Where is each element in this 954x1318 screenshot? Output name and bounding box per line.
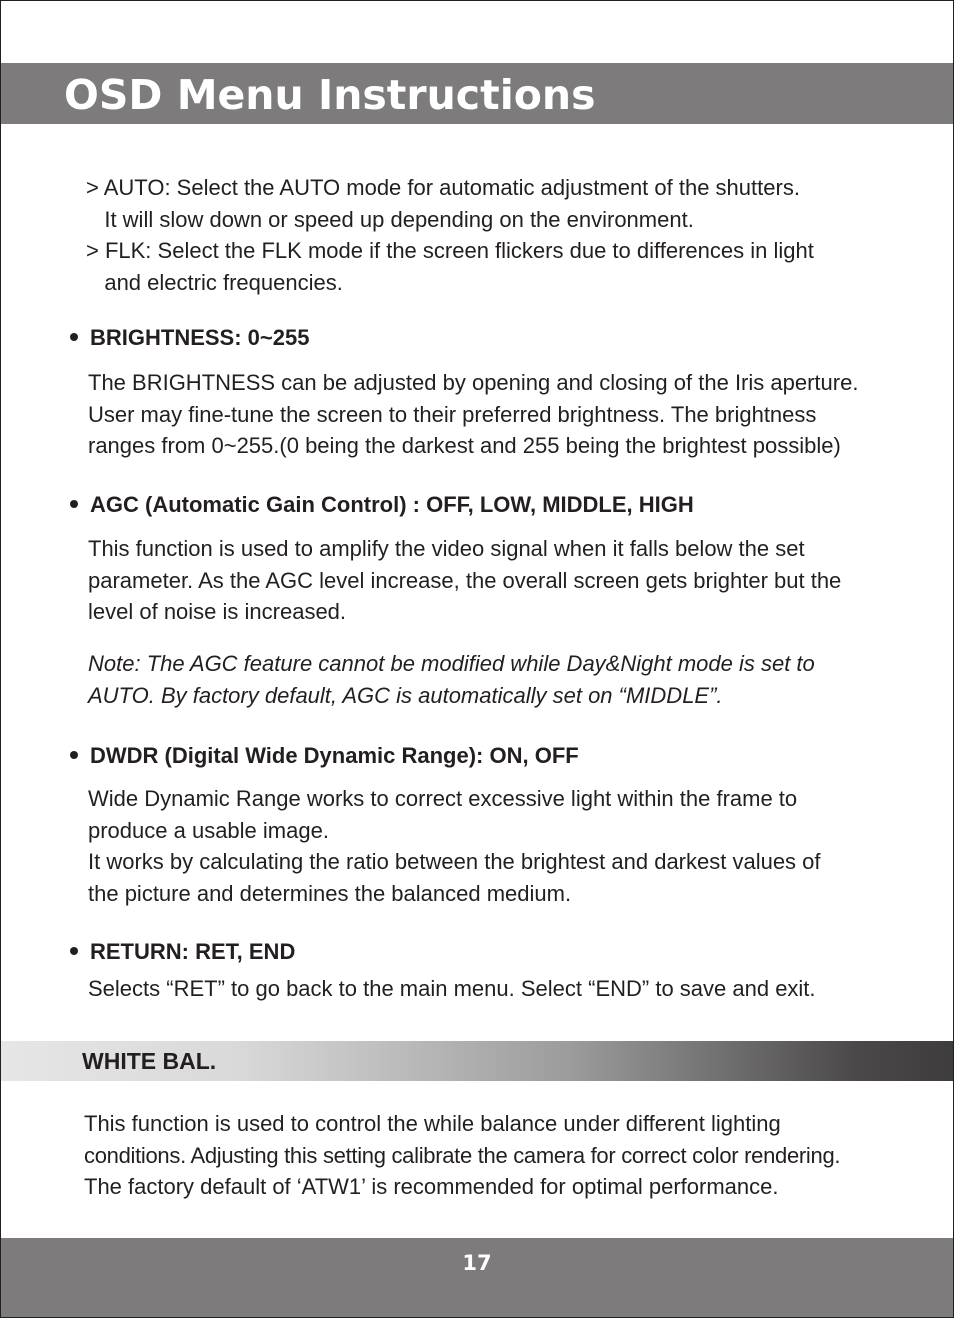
white-balance-description — [84, 1108, 840, 1203]
agc-note-line: Note: The AGC feature cannot be modified while Day&Night mode is set to — [88, 651, 815, 676]
dwdr-description — [88, 783, 821, 909]
brightness-heading-label: BRIGHTNESS: 0~255 — [90, 325, 310, 350]
brightness-line: User may fine-tune the screen to their preferred brightness. The brightness — [88, 401, 817, 427]
page-title: OSD Menu Instructions — [64, 71, 596, 119]
intro-line: It will slow down or speed up depending on the environment. — [86, 206, 694, 232]
agc-description — [88, 533, 841, 628]
brightness-line: The BRIGHTNESS can be adjusted by opening and closing of the Iris aperture. — [88, 370, 859, 395]
page-number: 17 — [462, 1251, 492, 1275]
dwdr-line: Wide Dynamic Range works to correct excessive light within the frame to — [88, 786, 798, 811]
return-heading-label: RETURN: RET, END — [90, 939, 296, 964]
dwdr-heading-label: DWDR (Digital Wide Dynamic Range): ON, OFF — [90, 743, 579, 768]
dwdr-line: the picture and determines the balanced medium. — [88, 880, 572, 906]
agc-note-line: AUTO. By factory default, AGC is automatically set on “MIDDLE”. — [88, 682, 723, 708]
return-line: Selects “RET” to go back to the main menu. Select “END” to save and exit. — [88, 976, 816, 1001]
brightness-line: ranges from 0~255.(0 being the darkest and 255 being the brightest possible) — [88, 433, 841, 458]
dwdr-heading — [70, 741, 579, 771]
white-balance-line: conditions. Adjusting this setting calibrate the camera for correct color rendering. — [84, 1142, 841, 1168]
agc-line: This function is used to amplify the video signal when it falls below the set — [88, 536, 805, 561]
bullet-icon — [70, 333, 78, 341]
return-heading — [70, 937, 295, 967]
dwdr-line: It works by calculating the ratio between the brightest and darkest values of — [88, 849, 821, 874]
return-description — [88, 973, 816, 1005]
dwdr-line: produce a usable image. — [88, 817, 329, 843]
white-balance-line: The factory default of ‘ATW1’ is recommended for optimal performance. — [84, 1174, 779, 1199]
agc-line: level of noise is increased. — [88, 599, 347, 624]
agc-line: parameter. As the AGC level increase, the overall screen gets brighter but the — [88, 567, 842, 593]
brightness-description — [88, 367, 858, 462]
bullet-icon — [70, 500, 78, 508]
agc-heading-label: AGC (Automatic Gain Control) : OFF, LOW, MIDDLE, HIGH — [90, 492, 694, 517]
intro-line: and electric frequencies. — [86, 269, 343, 295]
intro-text — [86, 172, 814, 298]
brightness-heading — [70, 323, 309, 353]
intro-line: > FLK: Select the FLK mode if the screen flickers due to differences in light — [86, 238, 814, 263]
bullet-icon — [70, 947, 78, 955]
white-balance-line: This function is used to control the while balance under different lighting — [84, 1111, 781, 1136]
bullet-icon — [70, 751, 78, 759]
agc-note — [88, 648, 815, 711]
white-balance-title: WHITE BAL. — [82, 1048, 217, 1074]
intro-line: > AUTO: Select the AUTO mode for automatic adjustment of the shutters. — [86, 175, 800, 200]
agc-heading — [70, 490, 694, 520]
